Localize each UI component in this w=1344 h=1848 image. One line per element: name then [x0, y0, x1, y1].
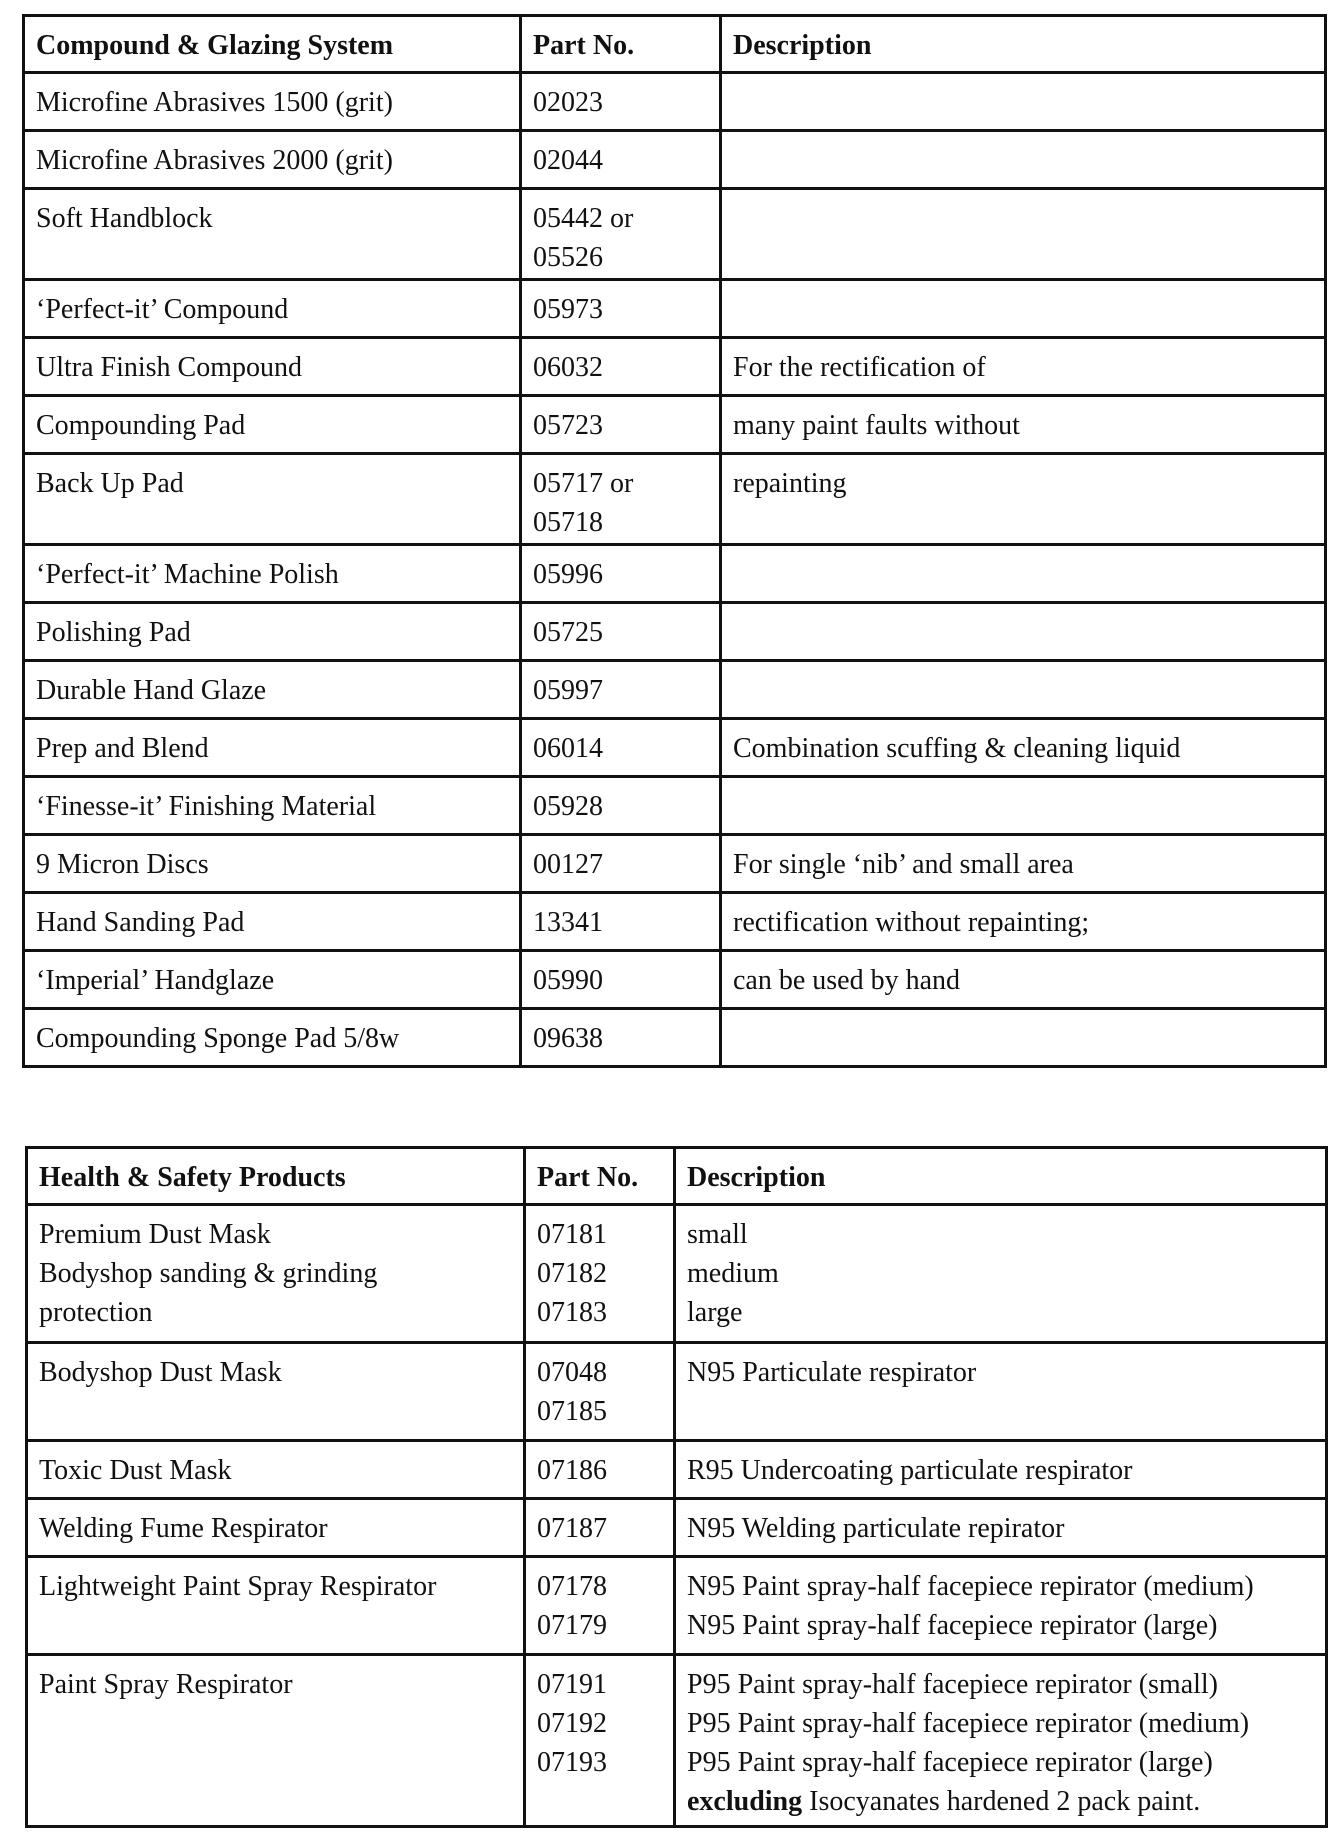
part-number-cell — [521, 338, 721, 396]
part-number-line: 06014 — [533, 733, 603, 764]
part-number-line: 07191 — [537, 1669, 607, 1700]
product-name-line: Hand Sanding Pad — [36, 907, 245, 938]
product-name-line: 9 Micron Discs — [36, 849, 209, 880]
part-number-line: 07186 — [537, 1455, 607, 1486]
part-number-line: 07048 — [537, 1357, 607, 1388]
part-number-cell — [525, 1343, 675, 1441]
table-row — [24, 1009, 1326, 1067]
product-name-line: Compounding Pad — [36, 410, 246, 441]
part-number-line: 05723 — [533, 410, 603, 441]
product-name-cell — [24, 893, 521, 951]
description-cell — [721, 338, 1326, 396]
part-number-cell — [521, 396, 721, 454]
table-row — [27, 1441, 1327, 1499]
part-number-cell — [521, 1009, 721, 1067]
product-name-cell — [27, 1343, 525, 1441]
product-name-cell — [27, 1205, 525, 1343]
table-header-row — [27, 1148, 1327, 1205]
description-cell — [721, 189, 1326, 280]
part-number-line: 05718 — [533, 507, 603, 538]
description-cell — [721, 545, 1326, 603]
description-line: can be used by hand — [733, 965, 961, 996]
product-name-line: Compounding Sponge Pad 5/8w — [36, 1023, 400, 1054]
part-number-line: 07187 — [537, 1513, 607, 1544]
description-cell — [721, 951, 1326, 1009]
description-cell — [721, 1009, 1326, 1067]
table-row — [24, 131, 1326, 189]
product-name-line: Paint Spray Respirator — [39, 1669, 293, 1700]
column-header-part-no: Part No. — [521, 16, 721, 73]
product-name-cell — [27, 1655, 525, 1827]
part-number-line: 05442 or — [533, 203, 634, 234]
product-name-cell — [24, 280, 521, 338]
part-number-line: 07178 — [537, 1571, 607, 1602]
product-name-cell — [24, 603, 521, 661]
table-row — [24, 893, 1326, 951]
description-cell — [721, 893, 1326, 951]
part-number-line: 05717 or — [533, 468, 634, 499]
part-number-line: 13341 — [533, 907, 603, 938]
product-name-cell — [24, 131, 521, 189]
product-name-cell — [27, 1557, 525, 1655]
description-line: rectification without repainting; — [733, 907, 1090, 938]
product-name-line: Microfine Abrasives 1500 (grit) — [36, 87, 393, 118]
description-cell — [721, 661, 1326, 719]
table-row — [27, 1205, 1327, 1343]
product-name-cell — [24, 454, 521, 545]
part-number-cell — [521, 603, 721, 661]
product-name-line: Bodyshop Dust Mask — [39, 1357, 282, 1388]
product-name-line: Ultra Finish Compound — [36, 352, 303, 383]
part-number-line: 05526 — [533, 242, 603, 273]
description-cell — [675, 1441, 1327, 1499]
description-cell — [721, 454, 1326, 545]
column-header-product: Health & Safety Products — [27, 1148, 525, 1205]
part-number-cell — [521, 545, 721, 603]
part-number-cell — [521, 73, 721, 131]
product-name-line: Prep and Blend — [36, 733, 209, 764]
description-line: For single ‘nib’ and small area — [733, 849, 1074, 880]
product-name-line: Premium Dust Mask — [39, 1219, 271, 1250]
description-cell — [721, 835, 1326, 893]
product-name-cell — [24, 951, 521, 1009]
description-cell — [721, 777, 1326, 835]
description-line: many paint faults without — [733, 410, 1020, 441]
description-line: repainting — [733, 468, 847, 499]
product-name-line: ‘Perfect-it’ Compound — [36, 294, 289, 325]
product-name-cell — [24, 835, 521, 893]
part-number-line: 00127 — [533, 849, 603, 880]
part-number-cell — [525, 1499, 675, 1557]
table-row — [24, 777, 1326, 835]
description-line: P95 Paint spray-half facepiece repirator (medium) — [687, 1708, 1250, 1739]
compound-glazing-table — [22, 14, 1327, 1068]
product-name-cell — [27, 1499, 525, 1557]
part-number-cell — [525, 1441, 675, 1499]
product-name-line: Welding Fume Respirator — [39, 1513, 328, 1544]
product-name-cell — [27, 1441, 525, 1499]
part-number-cell — [521, 280, 721, 338]
table-header-row — [24, 16, 1326, 73]
description-line: Combination scuffing & cleaning liquid — [733, 733, 1181, 764]
table-row — [24, 73, 1326, 131]
part-number-line: 07185 — [537, 1396, 607, 1427]
table-row — [27, 1655, 1327, 1827]
part-number-cell — [521, 189, 721, 280]
product-name-cell — [24, 73, 521, 131]
part-number-cell — [521, 719, 721, 777]
column-header-description: Description — [675, 1148, 1327, 1205]
description-line: N95 Particulate respirator — [687, 1357, 977, 1388]
part-number-cell — [521, 661, 721, 719]
description-line: P95 Paint spray-half facepiece repirator (small) — [687, 1669, 1219, 1700]
table-row — [24, 951, 1326, 1009]
table-row — [24, 189, 1326, 280]
product-name-line: Polishing Pad — [36, 617, 191, 648]
part-number-line: 05990 — [533, 965, 603, 996]
part-number-line: 07183 — [537, 1297, 607, 1328]
product-name-line: Durable Hand Glaze — [36, 675, 267, 706]
part-number-line: 07193 — [537, 1747, 607, 1778]
product-name-line: ‘Finesse-it’ Finishing Material — [36, 791, 377, 822]
part-number-cell — [521, 835, 721, 893]
part-number-line: 05997 — [533, 675, 603, 706]
note-text: Isocyanates hardened 2 pack paint. — [802, 1786, 1201, 1817]
product-name-line: Back Up Pad — [36, 468, 184, 499]
description-line: N95 Paint spray-half facepiece repirator (medium) — [687, 1571, 1254, 1602]
product-name-cell — [24, 338, 521, 396]
product-name-cell — [24, 719, 521, 777]
description-note-line — [687, 1782, 1314, 1821]
description-line: N95 Welding particulate repirator — [687, 1513, 1065, 1544]
table-row — [24, 603, 1326, 661]
description-line: R95 Undercoating particulate respirator — [687, 1455, 1133, 1486]
table-row — [24, 454, 1326, 545]
description-cell — [721, 719, 1326, 777]
part-number-line: 05996 — [533, 559, 603, 590]
description-cell — [721, 396, 1326, 454]
table-row — [24, 661, 1326, 719]
product-name-cell — [24, 396, 521, 454]
column-header-part-no: Part No. — [525, 1148, 675, 1205]
part-number-line: 05973 — [533, 294, 603, 325]
table-row — [24, 835, 1326, 893]
description-cell — [721, 73, 1326, 131]
product-name-line: ‘Perfect-it’ Machine Polish — [36, 559, 339, 590]
product-name-line: Soft Handblock — [36, 203, 213, 234]
description-line: medium — [687, 1258, 779, 1289]
part-number-cell — [521, 131, 721, 189]
part-number-line: 05725 — [533, 617, 603, 648]
product-name-line: protection — [39, 1297, 153, 1328]
table-row — [24, 545, 1326, 603]
description-line: P95 Paint spray-half facepiece repirator (large) — [687, 1747, 1213, 1778]
description-line: small — [687, 1219, 748, 1250]
description-cell — [675, 1655, 1327, 1827]
column-header-description: Description — [721, 16, 1326, 73]
product-name-cell — [24, 661, 521, 719]
column-header-product: Compound & Glazing System — [24, 16, 521, 73]
table-row — [24, 719, 1326, 777]
product-name-cell — [24, 545, 521, 603]
part-number-cell — [525, 1557, 675, 1655]
product-name-cell — [24, 777, 521, 835]
product-name-line: Bodyshop sanding & grinding — [39, 1258, 378, 1289]
description-line: For the rectification of — [733, 352, 986, 383]
description-cell — [721, 280, 1326, 338]
description-cell — [675, 1499, 1327, 1557]
description-cell — [675, 1343, 1327, 1441]
part-number-line: 07182 — [537, 1258, 607, 1289]
part-number-cell — [521, 777, 721, 835]
table-row — [27, 1343, 1327, 1441]
part-number-line: 02023 — [533, 87, 603, 118]
product-name-line: Lightweight Paint Spray Respirator — [39, 1571, 437, 1602]
product-name-line: Microfine Abrasives 2000 (grit) — [36, 145, 393, 176]
table-row — [24, 280, 1326, 338]
table-row — [27, 1499, 1327, 1557]
product-name-line: Toxic Dust Mask — [39, 1455, 232, 1486]
part-number-line: 09638 — [533, 1023, 603, 1054]
table-row — [24, 338, 1326, 396]
table-row — [24, 396, 1326, 454]
part-number-line: 07192 — [537, 1708, 607, 1739]
description-line: N95 Paint spray-half facepiece repirator (large) — [687, 1610, 1218, 1641]
part-number-cell — [521, 951, 721, 1009]
emphasis-text: excluding — [687, 1786, 803, 1817]
description-cell — [675, 1557, 1327, 1655]
health-safety-table — [25, 1146, 1328, 1828]
part-number-cell — [521, 454, 721, 545]
part-number-cell — [525, 1205, 675, 1343]
part-number-line: 07179 — [537, 1610, 607, 1641]
description-cell — [675, 1205, 1327, 1343]
description-line: large — [687, 1297, 743, 1328]
part-number-line: 06032 — [533, 352, 603, 383]
description-cell — [721, 603, 1326, 661]
product-name-line: ‘Imperial’ Handglaze — [36, 965, 275, 996]
part-number-cell — [525, 1655, 675, 1827]
product-name-cell — [24, 189, 521, 280]
part-number-line: 05928 — [533, 791, 603, 822]
part-number-line: 07181 — [537, 1219, 607, 1250]
product-name-cell — [24, 1009, 521, 1067]
table-row — [27, 1557, 1327, 1655]
description-cell — [721, 131, 1326, 189]
part-number-line: 02044 — [533, 145, 603, 176]
part-number-cell — [521, 893, 721, 951]
